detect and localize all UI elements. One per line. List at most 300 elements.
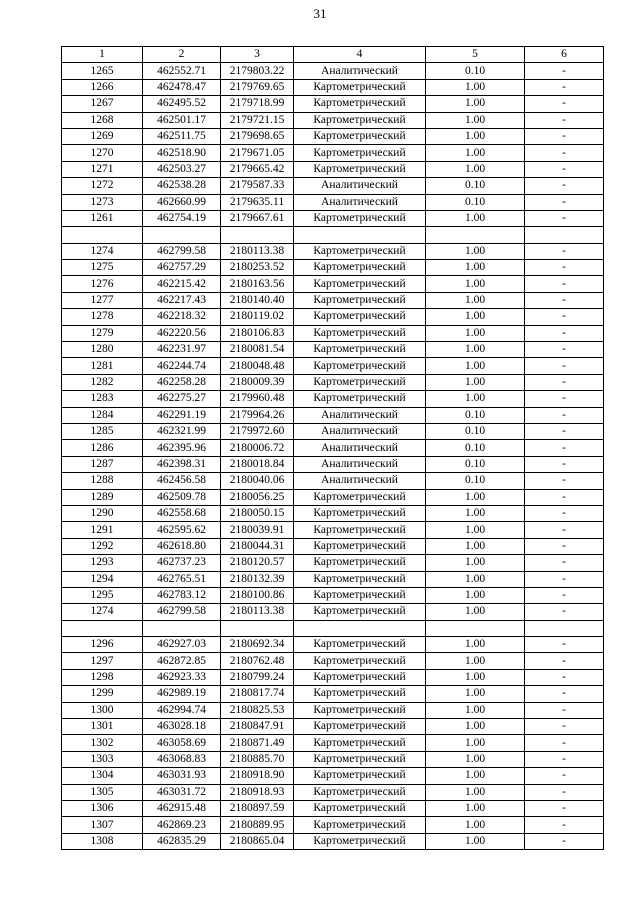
method-cell: Картометрический bbox=[294, 669, 426, 685]
accuracy-cell: 1.00 bbox=[426, 260, 525, 276]
y-coordinate-cell: 2180040.06 bbox=[221, 473, 294, 489]
y-coordinate-cell: 2180847.91 bbox=[221, 719, 294, 735]
table-row bbox=[62, 702, 604, 718]
method-cell: Картометрический bbox=[294, 325, 426, 341]
note-cell bbox=[525, 227, 604, 243]
table-row bbox=[62, 276, 604, 292]
x-coordinate-cell: 462923.33 bbox=[143, 669, 221, 685]
y-coordinate-cell: 2180799.24 bbox=[221, 669, 294, 685]
y-coordinate-cell: 2180044.31 bbox=[221, 538, 294, 554]
note-cell: - bbox=[525, 669, 604, 685]
y-coordinate-cell: 2180889.95 bbox=[221, 817, 294, 833]
accuracy-cell: 1.00 bbox=[426, 784, 525, 800]
method-cell: Аналитический bbox=[294, 63, 426, 79]
y-coordinate-cell bbox=[221, 227, 294, 243]
point-number-cell: 1266 bbox=[62, 79, 143, 95]
column-header: 4 bbox=[294, 47, 426, 63]
accuracy-cell: 1.00 bbox=[426, 391, 525, 407]
y-coordinate-cell: 2180056.25 bbox=[221, 489, 294, 505]
note-cell: - bbox=[525, 637, 604, 653]
method-cell: Картометрический bbox=[294, 505, 426, 521]
x-coordinate-cell: 463068.83 bbox=[143, 751, 221, 767]
method-cell: Картометрический bbox=[294, 374, 426, 390]
table-row bbox=[62, 505, 604, 521]
y-coordinate-cell: 2180119.02 bbox=[221, 309, 294, 325]
point-number-cell: 1289 bbox=[62, 489, 143, 505]
accuracy-cell bbox=[426, 227, 525, 243]
accuracy-cell: 1.00 bbox=[426, 538, 525, 554]
table-row bbox=[62, 128, 604, 144]
table-row bbox=[62, 686, 604, 702]
point-number-cell: 1293 bbox=[62, 555, 143, 571]
y-coordinate-cell: 2180163.56 bbox=[221, 276, 294, 292]
x-coordinate-cell: 462869.23 bbox=[143, 817, 221, 833]
note-cell: - bbox=[525, 407, 604, 423]
method-cell: Картометрический bbox=[294, 522, 426, 538]
y-coordinate-cell: 2179718.99 bbox=[221, 96, 294, 112]
point-number-cell: 1292 bbox=[62, 538, 143, 554]
x-coordinate-cell: 462456.58 bbox=[143, 473, 221, 489]
accuracy-cell: 1.00 bbox=[426, 309, 525, 325]
table-row bbox=[62, 309, 604, 325]
y-coordinate-cell: 2180100.86 bbox=[221, 587, 294, 603]
accuracy-cell: 1.00 bbox=[426, 505, 525, 521]
table-row bbox=[62, 604, 604, 620]
table-row bbox=[62, 374, 604, 390]
y-coordinate-cell: 2180048.48 bbox=[221, 358, 294, 374]
table-row bbox=[62, 342, 604, 358]
table-row bbox=[62, 571, 604, 587]
table-row bbox=[62, 456, 604, 472]
method-cell: Картометрический bbox=[294, 292, 426, 308]
method-cell: Картометрический bbox=[294, 358, 426, 374]
y-coordinate-cell: 2179698.65 bbox=[221, 128, 294, 144]
point-number-cell: 1285 bbox=[62, 423, 143, 439]
method-cell: Картометрический bbox=[294, 96, 426, 112]
x-coordinate-cell: 462218.32 bbox=[143, 309, 221, 325]
accuracy-cell: 1.00 bbox=[426, 735, 525, 751]
note-cell: - bbox=[525, 817, 604, 833]
method-cell: Картометрический bbox=[294, 260, 426, 276]
y-coordinate-cell: 2180253.52 bbox=[221, 260, 294, 276]
note-cell: - bbox=[525, 145, 604, 161]
x-coordinate-cell: 462244.74 bbox=[143, 358, 221, 374]
table-row bbox=[62, 489, 604, 505]
accuracy-cell: 1.00 bbox=[426, 719, 525, 735]
note-cell: - bbox=[525, 489, 604, 505]
table-row bbox=[62, 784, 604, 800]
y-coordinate-cell: 2180918.90 bbox=[221, 768, 294, 784]
note-cell: - bbox=[525, 423, 604, 439]
note-cell: - bbox=[525, 358, 604, 374]
accuracy-cell: 1.00 bbox=[426, 571, 525, 587]
note-cell: - bbox=[525, 768, 604, 784]
table-row bbox=[62, 522, 604, 538]
method-cell: Картометрический bbox=[294, 391, 426, 407]
accuracy-cell: 1.00 bbox=[426, 587, 525, 603]
x-coordinate-cell: 462989.19 bbox=[143, 686, 221, 702]
note-cell: - bbox=[525, 391, 604, 407]
column-header: 1 bbox=[62, 47, 143, 63]
method-cell: Картометрический bbox=[294, 604, 426, 620]
accuracy-cell: 1.00 bbox=[426, 128, 525, 144]
method-cell: Картометрический bbox=[294, 309, 426, 325]
point-number-cell: 1297 bbox=[62, 653, 143, 669]
x-coordinate-cell: 462757.29 bbox=[143, 260, 221, 276]
table-row bbox=[62, 358, 604, 374]
y-coordinate-cell: 2180692.34 bbox=[221, 637, 294, 653]
accuracy-cell: 1.00 bbox=[426, 96, 525, 112]
accuracy-cell: 1.00 bbox=[426, 374, 525, 390]
point-number-cell: 1265 bbox=[62, 63, 143, 79]
method-cell: Картометрический bbox=[294, 817, 426, 833]
x-coordinate-cell: 462509.78 bbox=[143, 489, 221, 505]
accuracy-cell bbox=[426, 620, 525, 636]
accuracy-cell: 1.00 bbox=[426, 653, 525, 669]
x-coordinate-cell: 462231.97 bbox=[143, 342, 221, 358]
x-coordinate-cell: 463031.93 bbox=[143, 768, 221, 784]
point-number-cell: 1308 bbox=[62, 833, 143, 849]
note-cell: - bbox=[525, 161, 604, 177]
point-number-cell: 1303 bbox=[62, 751, 143, 767]
point-number-cell: 1268 bbox=[62, 112, 143, 128]
method-cell: Картометрический bbox=[294, 686, 426, 702]
method-cell: Картометрический bbox=[294, 210, 426, 226]
point-number-cell: 1276 bbox=[62, 276, 143, 292]
y-coordinate-cell: 2180106.83 bbox=[221, 325, 294, 341]
note-cell: - bbox=[525, 374, 604, 390]
x-coordinate-cell: 462518.90 bbox=[143, 145, 221, 161]
table-row bbox=[62, 178, 604, 194]
note-cell: - bbox=[525, 653, 604, 669]
note-cell: - bbox=[525, 112, 604, 128]
x-coordinate-cell: 462395.96 bbox=[143, 440, 221, 456]
method-cell: Картометрический bbox=[294, 800, 426, 816]
point-number-cell: 1302 bbox=[62, 735, 143, 751]
method-cell: Картометрический bbox=[294, 489, 426, 505]
point-number-cell: 1274 bbox=[62, 243, 143, 259]
accuracy-cell: 1.00 bbox=[426, 768, 525, 784]
method-cell: Аналитический bbox=[294, 407, 426, 423]
x-coordinate-cell: 462765.51 bbox=[143, 571, 221, 587]
y-coordinate-cell: 2180897.59 bbox=[221, 800, 294, 816]
x-coordinate-cell: 462915.48 bbox=[143, 800, 221, 816]
point-number-cell: 1301 bbox=[62, 719, 143, 735]
column-header: 6 bbox=[525, 47, 604, 63]
note-cell: - bbox=[525, 555, 604, 571]
point-number-cell: 1279 bbox=[62, 325, 143, 341]
x-coordinate-cell: 462558.68 bbox=[143, 505, 221, 521]
point-number-cell: 1261 bbox=[62, 210, 143, 226]
note-cell: - bbox=[525, 719, 604, 735]
point-number-cell: 1288 bbox=[62, 473, 143, 489]
accuracy-cell: 1.00 bbox=[426, 161, 525, 177]
note-cell: - bbox=[525, 440, 604, 456]
point-number-cell: 1306 bbox=[62, 800, 143, 816]
method-cell bbox=[294, 227, 426, 243]
x-coordinate-cell: 462321.99 bbox=[143, 423, 221, 439]
x-coordinate-cell: 462552.71 bbox=[143, 63, 221, 79]
table-row bbox=[62, 800, 604, 816]
point-number-cell: 1278 bbox=[62, 309, 143, 325]
y-coordinate-cell: 2179667.61 bbox=[221, 210, 294, 226]
accuracy-cell: 1.00 bbox=[426, 637, 525, 653]
note-cell: - bbox=[525, 456, 604, 472]
accuracy-cell: 1.00 bbox=[426, 555, 525, 571]
y-coordinate-cell: 2179960.48 bbox=[221, 391, 294, 407]
accuracy-cell: 1.00 bbox=[426, 702, 525, 718]
point-number-cell: 1290 bbox=[62, 505, 143, 521]
table-row bbox=[62, 587, 604, 603]
table-row bbox=[62, 817, 604, 833]
x-coordinate-cell: 462291.19 bbox=[143, 407, 221, 423]
table-row bbox=[62, 96, 604, 112]
y-coordinate-cell: 2180039.91 bbox=[221, 522, 294, 538]
x-coordinate-cell: 462783.12 bbox=[143, 587, 221, 603]
note-cell: - bbox=[525, 96, 604, 112]
table-row bbox=[62, 260, 604, 276]
accuracy-cell: 0.10 bbox=[426, 440, 525, 456]
method-cell: Картометрический bbox=[294, 653, 426, 669]
accuracy-cell: 0.10 bbox=[426, 423, 525, 439]
accuracy-cell: 0.10 bbox=[426, 473, 525, 489]
accuracy-cell: 1.00 bbox=[426, 686, 525, 702]
accuracy-cell: 1.00 bbox=[426, 800, 525, 816]
table-row bbox=[62, 473, 604, 489]
method-cell: Картометрический bbox=[294, 571, 426, 587]
x-coordinate-cell: 462503.27 bbox=[143, 161, 221, 177]
table-row bbox=[62, 637, 604, 653]
table-row bbox=[62, 112, 604, 128]
table-row bbox=[62, 620, 604, 636]
method-cell: Картометрический bbox=[294, 79, 426, 95]
accuracy-cell: 0.10 bbox=[426, 407, 525, 423]
note-cell: - bbox=[525, 604, 604, 620]
table-row bbox=[62, 325, 604, 341]
y-coordinate-cell: 2180081.54 bbox=[221, 342, 294, 358]
table-row bbox=[62, 391, 604, 407]
table-row bbox=[62, 243, 604, 259]
table-row bbox=[62, 538, 604, 554]
y-coordinate-cell: 2180009.39 bbox=[221, 374, 294, 390]
point-number-cell: 1286 bbox=[62, 440, 143, 456]
method-cell: Картометрический bbox=[294, 555, 426, 571]
x-coordinate-cell: 462215.42 bbox=[143, 276, 221, 292]
point-number-cell: 1300 bbox=[62, 702, 143, 718]
x-coordinate-cell: 463028.18 bbox=[143, 719, 221, 735]
note-cell: - bbox=[525, 571, 604, 587]
accuracy-cell: 1.00 bbox=[426, 489, 525, 505]
x-coordinate-cell: 462538.28 bbox=[143, 178, 221, 194]
point-number-cell: 1269 bbox=[62, 128, 143, 144]
note-cell: - bbox=[525, 178, 604, 194]
point-number-cell: 1275 bbox=[62, 260, 143, 276]
accuracy-cell: 1.00 bbox=[426, 325, 525, 341]
point-number-cell: 1281 bbox=[62, 358, 143, 374]
method-cell: Картометрический bbox=[294, 243, 426, 259]
y-coordinate-cell: 2179964.26 bbox=[221, 407, 294, 423]
point-number-cell: 1267 bbox=[62, 96, 143, 112]
x-coordinate-cell: 462754.19 bbox=[143, 210, 221, 226]
x-coordinate-cell: 462872.85 bbox=[143, 653, 221, 669]
note-cell: - bbox=[525, 325, 604, 341]
x-coordinate-cell bbox=[143, 620, 221, 636]
accuracy-cell: 1.00 bbox=[426, 833, 525, 849]
point-number-cell: 1307 bbox=[62, 817, 143, 833]
note-cell: - bbox=[525, 473, 604, 489]
note-cell bbox=[525, 620, 604, 636]
y-coordinate-cell: 2180885.70 bbox=[221, 751, 294, 767]
point-number-cell bbox=[62, 227, 143, 243]
y-coordinate-cell: 2180132.39 bbox=[221, 571, 294, 587]
method-cell: Аналитический bbox=[294, 456, 426, 472]
method-cell: Картометрический bbox=[294, 702, 426, 718]
accuracy-cell: 1.00 bbox=[426, 276, 525, 292]
y-coordinate-cell: 2179665.42 bbox=[221, 161, 294, 177]
note-cell: - bbox=[525, 505, 604, 521]
x-coordinate-cell: 462835.29 bbox=[143, 833, 221, 849]
x-coordinate-cell: 463031.72 bbox=[143, 784, 221, 800]
table-row bbox=[62, 292, 604, 308]
method-cell: Картометрический bbox=[294, 342, 426, 358]
y-coordinate-cell: 2180865.04 bbox=[221, 833, 294, 849]
note-cell: - bbox=[525, 260, 604, 276]
accuracy-cell: 1.00 bbox=[426, 342, 525, 358]
accuracy-cell: 1.00 bbox=[426, 751, 525, 767]
note-cell: - bbox=[525, 194, 604, 210]
point-number-cell: 1272 bbox=[62, 178, 143, 194]
column-header: 2 bbox=[143, 47, 221, 63]
point-number-cell: 1283 bbox=[62, 391, 143, 407]
note-cell: - bbox=[525, 686, 604, 702]
y-coordinate-cell: 2180871.49 bbox=[221, 735, 294, 751]
column-header: 5 bbox=[426, 47, 525, 63]
note-cell: - bbox=[525, 735, 604, 751]
method-cell: Картометрический bbox=[294, 751, 426, 767]
table-row bbox=[62, 751, 604, 767]
point-number-cell: 1298 bbox=[62, 669, 143, 685]
note-cell: - bbox=[525, 800, 604, 816]
table-row bbox=[62, 79, 604, 95]
y-coordinate-cell bbox=[221, 620, 294, 636]
x-coordinate-cell: 462799.58 bbox=[143, 243, 221, 259]
method-cell: Картометрический bbox=[294, 128, 426, 144]
y-coordinate-cell: 2180918.93 bbox=[221, 784, 294, 800]
y-coordinate-cell: 2179803.22 bbox=[221, 63, 294, 79]
x-coordinate-cell: 462478.47 bbox=[143, 79, 221, 95]
accuracy-cell: 0.10 bbox=[426, 63, 525, 79]
y-coordinate-cell: 2179721.15 bbox=[221, 112, 294, 128]
accuracy-cell: 1.00 bbox=[426, 292, 525, 308]
table-row bbox=[62, 555, 604, 571]
note-cell: - bbox=[525, 292, 604, 308]
y-coordinate-cell: 2180120.57 bbox=[221, 555, 294, 571]
x-coordinate-cell: 462511.75 bbox=[143, 128, 221, 144]
point-number-cell: 1294 bbox=[62, 571, 143, 587]
method-cell: Картометрический bbox=[294, 145, 426, 161]
x-coordinate-cell: 462258.28 bbox=[143, 374, 221, 390]
accuracy-cell: 1.00 bbox=[426, 522, 525, 538]
x-coordinate-cell: 462398.31 bbox=[143, 456, 221, 472]
x-coordinate-cell: 462737.23 bbox=[143, 555, 221, 571]
table-row bbox=[62, 161, 604, 177]
note-cell: - bbox=[525, 63, 604, 79]
point-number-cell: 1299 bbox=[62, 686, 143, 702]
accuracy-cell: 1.00 bbox=[426, 817, 525, 833]
accuracy-cell: 1.00 bbox=[426, 145, 525, 161]
note-cell: - bbox=[525, 79, 604, 95]
x-coordinate-cell: 462501.17 bbox=[143, 112, 221, 128]
y-coordinate-cell: 2180006.72 bbox=[221, 440, 294, 456]
note-cell: - bbox=[525, 587, 604, 603]
table-row bbox=[62, 669, 604, 685]
table-row bbox=[62, 833, 604, 849]
point-number-cell: 1304 bbox=[62, 768, 143, 784]
accuracy-cell: 0.10 bbox=[426, 456, 525, 472]
table-row bbox=[62, 768, 604, 784]
accuracy-cell: 1.00 bbox=[426, 243, 525, 259]
y-coordinate-cell: 2180140.40 bbox=[221, 292, 294, 308]
table-row bbox=[62, 407, 604, 423]
point-number-cell: 1291 bbox=[62, 522, 143, 538]
note-cell: - bbox=[525, 702, 604, 718]
y-coordinate-cell: 2180762.48 bbox=[221, 653, 294, 669]
method-cell: Картометрический bbox=[294, 538, 426, 554]
note-cell: - bbox=[525, 309, 604, 325]
point-number-cell: 1287 bbox=[62, 456, 143, 472]
table-row bbox=[62, 653, 604, 669]
y-coordinate-cell: 2180113.38 bbox=[221, 604, 294, 620]
method-cell: Картометрический bbox=[294, 768, 426, 784]
method-cell: Картометрический bbox=[294, 276, 426, 292]
method-cell bbox=[294, 620, 426, 636]
x-coordinate-cell: 462799.58 bbox=[143, 604, 221, 620]
x-coordinate-cell bbox=[143, 227, 221, 243]
method-cell: Картометрический bbox=[294, 587, 426, 603]
method-cell: Картометрический bbox=[294, 735, 426, 751]
method-cell: Картометрический bbox=[294, 719, 426, 735]
table-row bbox=[62, 194, 604, 210]
y-coordinate-cell: 2179635.11 bbox=[221, 194, 294, 210]
note-cell: - bbox=[525, 276, 604, 292]
y-coordinate-cell: 2180113.38 bbox=[221, 243, 294, 259]
column-header: 3 bbox=[221, 47, 294, 63]
table-row bbox=[62, 210, 604, 226]
x-coordinate-cell: 462595.62 bbox=[143, 522, 221, 538]
y-coordinate-cell: 2180817.74 bbox=[221, 686, 294, 702]
method-cell: Аналитический bbox=[294, 178, 426, 194]
method-cell: Картометрический bbox=[294, 637, 426, 653]
note-cell: - bbox=[525, 751, 604, 767]
x-coordinate-cell: 462994.74 bbox=[143, 702, 221, 718]
note-cell: - bbox=[525, 833, 604, 849]
point-number-cell: 1270 bbox=[62, 145, 143, 161]
accuracy-cell: 1.00 bbox=[426, 112, 525, 128]
point-number-cell: 1282 bbox=[62, 374, 143, 390]
x-coordinate-cell: 462495.52 bbox=[143, 96, 221, 112]
y-coordinate-cell: 2179769.65 bbox=[221, 79, 294, 95]
table-row bbox=[62, 735, 604, 751]
x-coordinate-cell: 462927.03 bbox=[143, 637, 221, 653]
table-row bbox=[62, 719, 604, 735]
point-number-cell: 1271 bbox=[62, 161, 143, 177]
x-coordinate-cell: 462217.43 bbox=[143, 292, 221, 308]
y-coordinate-cell: 2179587.33 bbox=[221, 178, 294, 194]
y-coordinate-cell: 2180050.15 bbox=[221, 505, 294, 521]
point-number-cell: 1280 bbox=[62, 342, 143, 358]
accuracy-cell: 1.00 bbox=[426, 210, 525, 226]
point-number-cell: 1295 bbox=[62, 587, 143, 603]
